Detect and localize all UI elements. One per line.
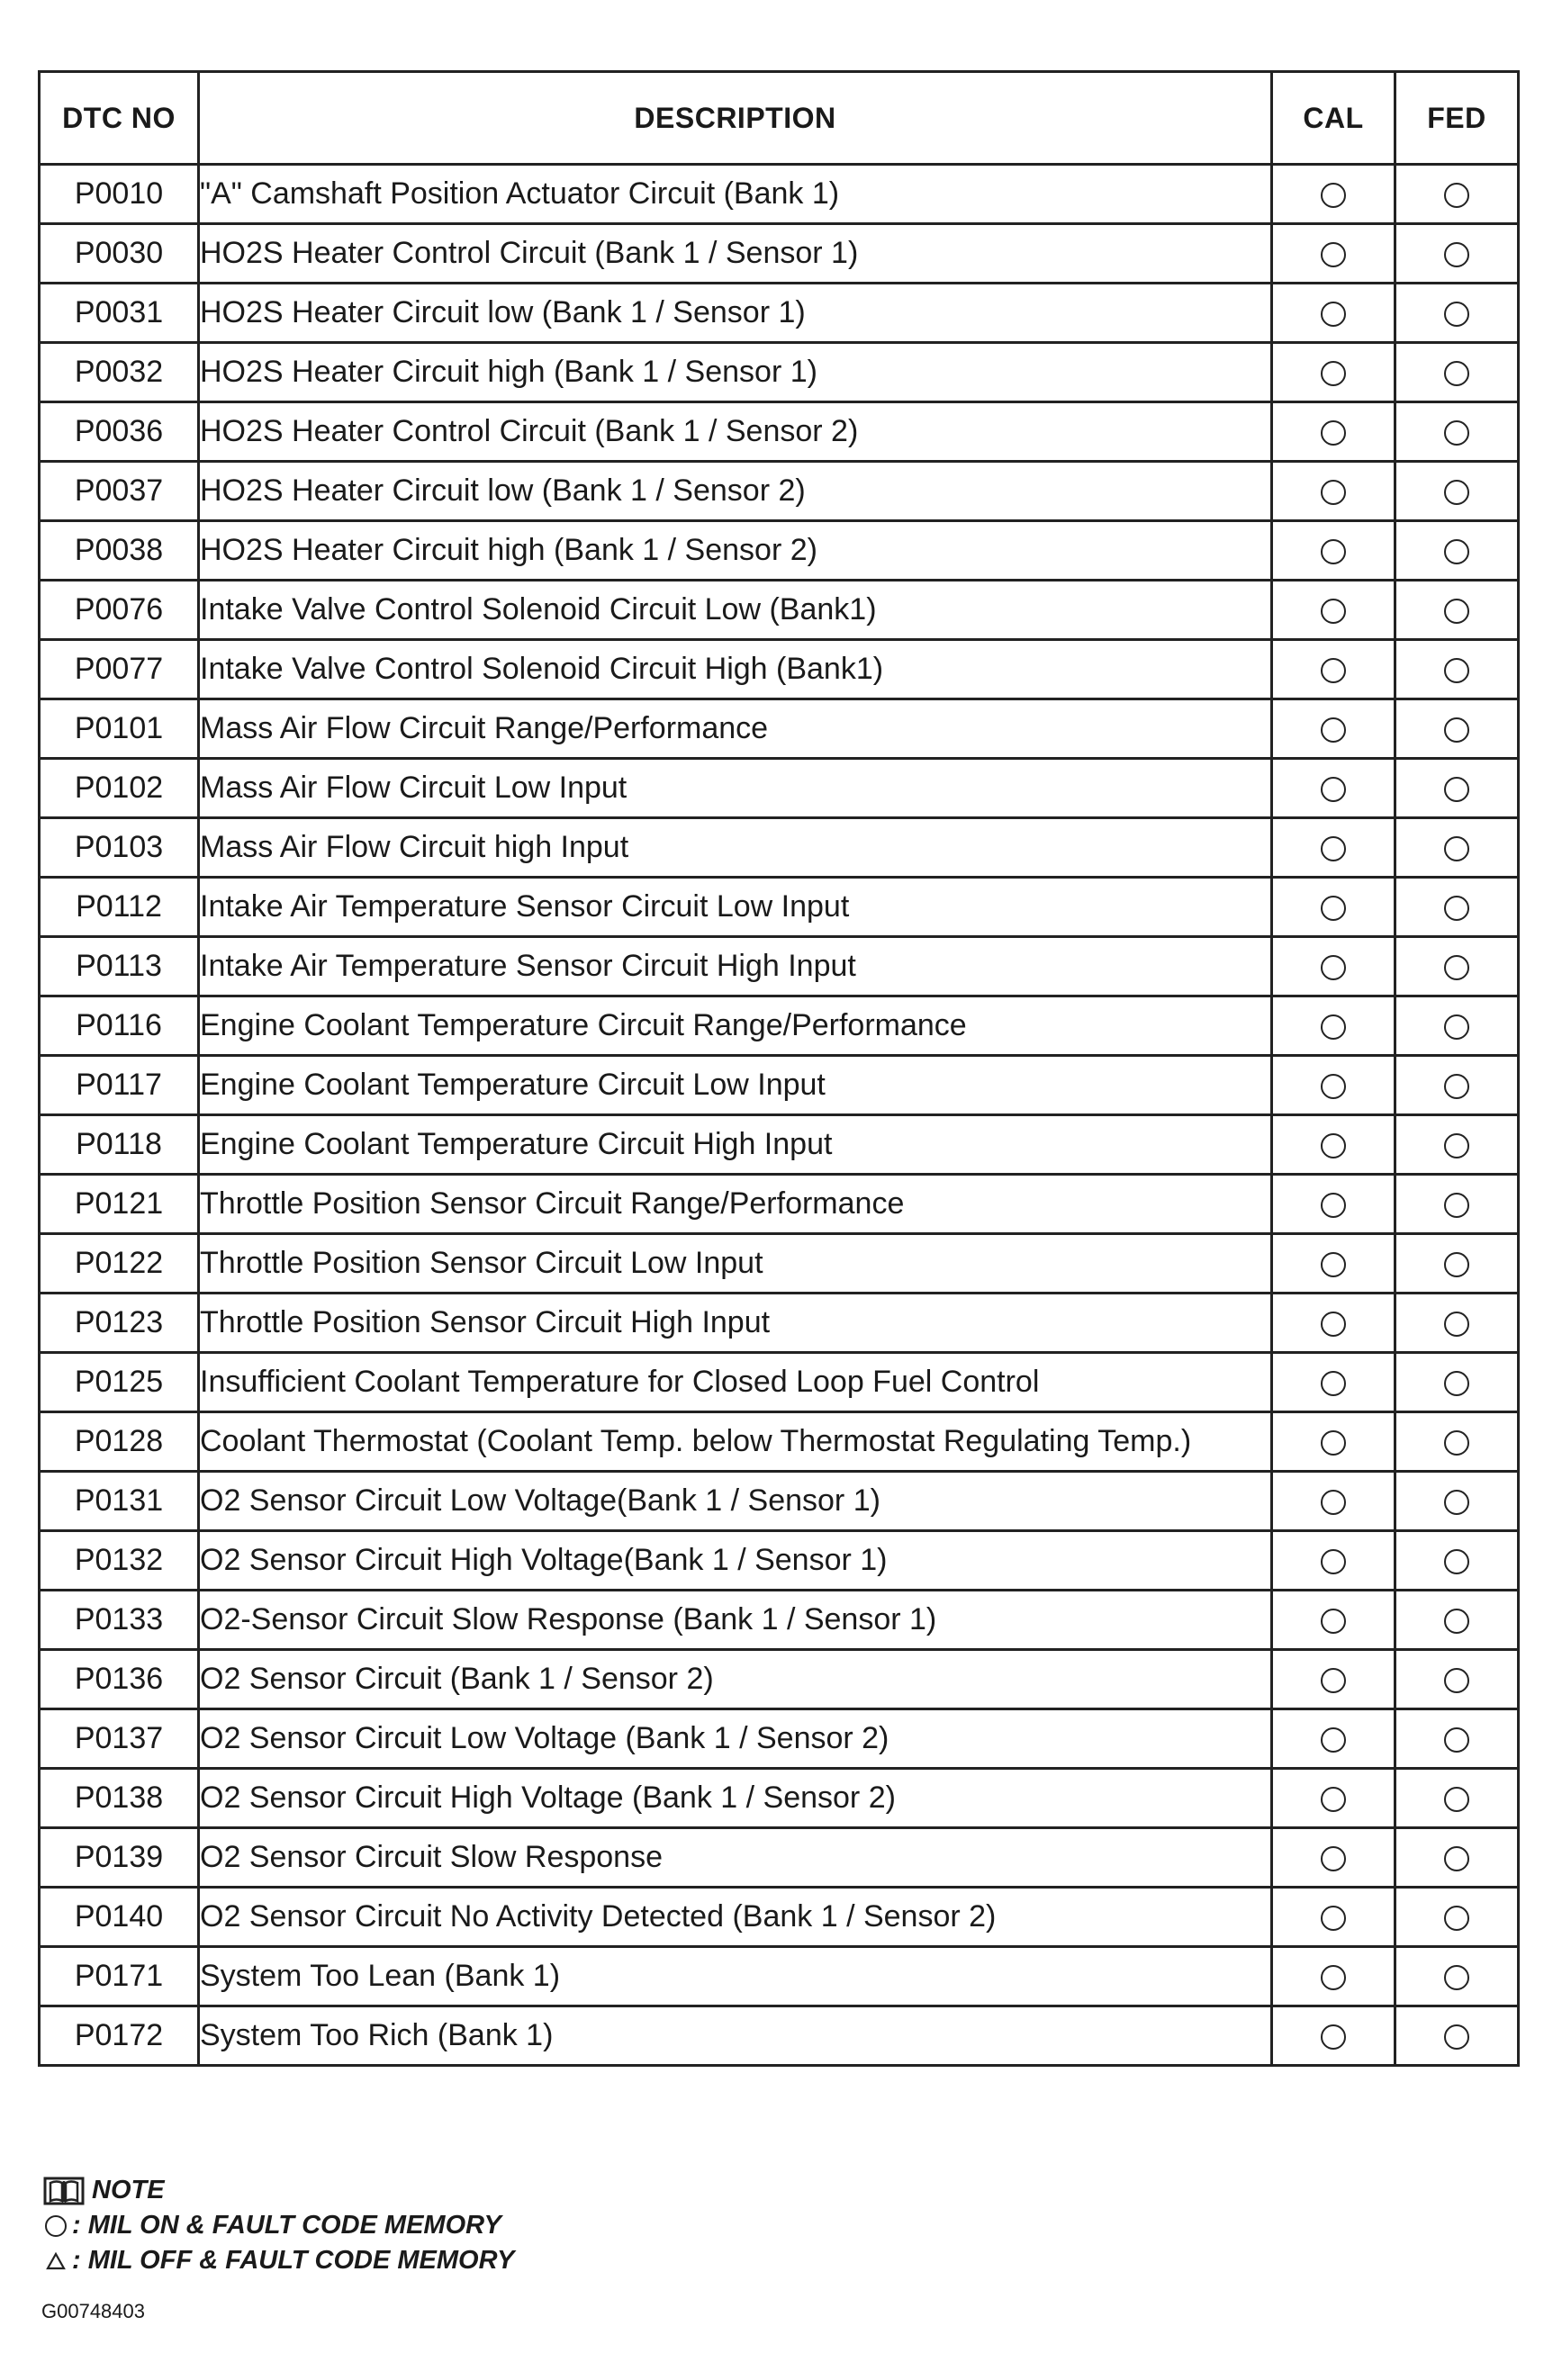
- header-row: [40, 72, 1519, 165]
- dtc-code: P0038: [40, 521, 199, 581]
- dtc-description: Mass Air Flow Circuit Low Input: [199, 759, 1272, 818]
- circle-icon: [1321, 1430, 1346, 1456]
- circle-icon: [1444, 1727, 1469, 1753]
- circle-icon: [1321, 777, 1346, 802]
- circle-icon: [1321, 1371, 1346, 1396]
- circle-icon: [1444, 361, 1469, 386]
- dtc-code: P0077: [40, 640, 199, 699]
- table-row: [40, 1115, 1519, 1175]
- fed-mark-cell: [1395, 1115, 1519, 1175]
- dtc-description: O2 Sensor Circuit No Activity Detected (Bank 1 / Sensor 2): [199, 1888, 1272, 1947]
- fed-mark-cell: [1395, 1888, 1519, 1947]
- dtc-code: P0125: [40, 1353, 199, 1412]
- cal-mark-cell: [1272, 1412, 1395, 1472]
- cal-mark-cell: [1272, 402, 1395, 462]
- dtc-description: Intake Air Temperature Sensor Circuit Low Input: [199, 878, 1272, 937]
- circle-icon: [1321, 1074, 1346, 1099]
- table-row: [40, 521, 1519, 581]
- book-icon: [43, 2176, 85, 2206]
- legend-text: : MIL ON & FAULT CODE MEMORY: [72, 2211, 501, 2240]
- dtc-code: P0121: [40, 1175, 199, 1234]
- dtc-description: O2-Sensor Circuit Slow Response (Bank 1 / Sensor 1): [199, 1591, 1272, 1650]
- cal-mark-cell: [1272, 818, 1395, 878]
- circle-icon: [1321, 361, 1346, 386]
- circle-icon: [1321, 302, 1346, 327]
- circle-icon: [1321, 1252, 1346, 1277]
- legend-text: : MIL OFF & FAULT CODE MEMORY: [72, 2246, 515, 2275]
- table-row: [40, 818, 1519, 878]
- header-cal: CAL: [1272, 72, 1395, 165]
- table-row: [40, 165, 1519, 224]
- circle-icon: [1444, 955, 1469, 980]
- dtc-description: O2 Sensor Circuit Low Voltage (Bank 1 / Sensor 2): [199, 1709, 1272, 1769]
- circle-icon: [1444, 183, 1469, 208]
- circle-icon: [1321, 896, 1346, 921]
- table-row: [40, 1709, 1519, 1769]
- table-row: [40, 224, 1519, 284]
- circle-icon: [1321, 1312, 1346, 1337]
- note-section: [43, 2173, 514, 2278]
- fed-mark-cell: [1395, 1769, 1519, 1828]
- dtc-code: P0140: [40, 1888, 199, 1947]
- table-row: [40, 996, 1519, 1056]
- cal-mark-cell: [1272, 878, 1395, 937]
- circle-icon: [1321, 539, 1346, 564]
- cal-mark-cell: [1272, 1650, 1395, 1709]
- dtc-description: HO2S Heater Circuit high (Bank 1 / Sensor 2): [199, 521, 1272, 581]
- table-row: [40, 937, 1519, 996]
- fed-mark-cell: [1395, 937, 1519, 996]
- fed-mark-cell: [1395, 759, 1519, 818]
- fed-mark-cell: [1395, 1828, 1519, 1888]
- dtc-description: System Too Lean (Bank 1): [199, 1947, 1272, 2006]
- dtc-description: Intake Valve Control Solenoid Circuit Low (Bank1): [199, 581, 1272, 640]
- table-row: [40, 1412, 1519, 1472]
- circle-icon: [1321, 836, 1346, 861]
- circle-icon: [1321, 1727, 1346, 1753]
- dtc-code: P0133: [40, 1591, 199, 1650]
- fed-mark-cell: [1395, 1650, 1519, 1709]
- fed-mark-cell: [1395, 224, 1519, 284]
- dtc-description: O2 Sensor Circuit (Bank 1 / Sensor 2): [199, 1650, 1272, 1709]
- dtc-code: P0131: [40, 1472, 199, 1531]
- dtc-description: Engine Coolant Temperature Circuit High Input: [199, 1115, 1272, 1175]
- fed-mark-cell: [1395, 521, 1519, 581]
- circle-icon: [1321, 1609, 1346, 1634]
- fed-mark-cell: [1395, 996, 1519, 1056]
- fed-mark-cell: [1395, 1294, 1519, 1353]
- dtc-description: Mass Air Flow Circuit high Input: [199, 818, 1272, 878]
- dtc-code: P0037: [40, 462, 199, 521]
- dtc-code: P0122: [40, 1234, 199, 1294]
- dtc-code: P0123: [40, 1294, 199, 1353]
- dtc-code: P0036: [40, 402, 199, 462]
- dtc-code: P0103: [40, 818, 199, 878]
- dtc-code: P0112: [40, 878, 199, 937]
- cal-mark-cell: [1272, 224, 1395, 284]
- circle-icon: [1321, 1549, 1346, 1574]
- fed-mark-cell: [1395, 581, 1519, 640]
- circle-icon: [1444, 1133, 1469, 1158]
- fed-mark-cell: [1395, 1175, 1519, 1234]
- fed-mark-cell: [1395, 1947, 1519, 2006]
- fed-mark-cell: [1395, 1591, 1519, 1650]
- fed-mark-cell: [1395, 640, 1519, 699]
- cal-mark-cell: [1272, 165, 1395, 224]
- header-fed: FED: [1395, 72, 1519, 165]
- fed-mark-cell: [1395, 878, 1519, 937]
- circle-icon: [1444, 539, 1469, 564]
- circle-icon: [1444, 1787, 1469, 1812]
- cal-mark-cell: [1272, 581, 1395, 640]
- dtc-description: HO2S Heater Circuit high (Bank 1 / Sensor 1): [199, 343, 1272, 402]
- circle-icon: [1444, 1668, 1469, 1693]
- cal-mark-cell: [1272, 462, 1395, 521]
- dtc-description: O2 Sensor Circuit Slow Response: [199, 1828, 1272, 1888]
- fed-mark-cell: [1395, 1709, 1519, 1769]
- table-row: [40, 699, 1519, 759]
- circle-icon: [1444, 242, 1469, 267]
- dtc-description: HO2S Heater Control Circuit (Bank 1 / Sensor 2): [199, 402, 1272, 462]
- cal-mark-cell: [1272, 1472, 1395, 1531]
- fed-mark-cell: [1395, 1056, 1519, 1115]
- dtc-code: P0010: [40, 165, 199, 224]
- circle-icon: [1321, 183, 1346, 208]
- circle-icon: [1321, 1490, 1346, 1515]
- table-row: [40, 1769, 1519, 1828]
- circle-icon: [1321, 1193, 1346, 1218]
- circle-icon: [1444, 777, 1469, 802]
- fed-mark-cell: [1395, 343, 1519, 402]
- dtc-description: O2 Sensor Circuit High Voltage (Bank 1 / Sensor 2): [199, 1769, 1272, 1828]
- dtc-description: Intake Valve Control Solenoid Circuit High (Bank1): [199, 640, 1272, 699]
- dtc-description: O2 Sensor Circuit High Voltage(Bank 1 / Sensor 1): [199, 1531, 1272, 1591]
- dtc-code: P0171: [40, 1947, 199, 2006]
- cal-mark-cell: [1272, 759, 1395, 818]
- table-row: [40, 640, 1519, 699]
- table-row: [40, 1353, 1519, 1412]
- fed-mark-cell: [1395, 1353, 1519, 1412]
- fed-mark-cell: [1395, 462, 1519, 521]
- cal-mark-cell: [1272, 343, 1395, 402]
- dtc-code: P0139: [40, 1828, 199, 1888]
- dtc-code: P0128: [40, 1412, 199, 1472]
- table-row: [40, 759, 1519, 818]
- dtc-code: P0113: [40, 937, 199, 996]
- table-row: [40, 1234, 1519, 1294]
- dtc-description: Mass Air Flow Circuit Range/Performance: [199, 699, 1272, 759]
- cal-mark-cell: [1272, 1947, 1395, 2006]
- circle-icon: [1321, 1787, 1346, 1812]
- fed-mark-cell: [1395, 1472, 1519, 1531]
- fed-mark-cell: [1395, 284, 1519, 343]
- circle-icon: [1444, 717, 1469, 743]
- dtc-code: P0118: [40, 1115, 199, 1175]
- table-row: [40, 2006, 1519, 2066]
- fed-mark-cell: [1395, 818, 1519, 878]
- circle-icon: [1321, 1133, 1346, 1158]
- dtc-code: P0031: [40, 284, 199, 343]
- cal-mark-cell: [1272, 1294, 1395, 1353]
- dtc-description: HO2S Heater Circuit low (Bank 1 / Sensor 2): [199, 462, 1272, 521]
- circle-icon: [1444, 1193, 1469, 1218]
- fed-mark-cell: [1395, 1234, 1519, 1294]
- circle-icon: [1444, 1906, 1469, 1931]
- cal-mark-cell: [1272, 937, 1395, 996]
- cal-mark-cell: [1272, 1115, 1395, 1175]
- dtc-description: Coolant Thermostat (Coolant Temp. below Thermostat Regulating Temp.): [199, 1412, 1272, 1472]
- dtc-code: P0032: [40, 343, 199, 402]
- dtc-code: P0136: [40, 1650, 199, 1709]
- legend-item-mil-on: [43, 2208, 514, 2243]
- circle-icon: [1444, 1252, 1469, 1277]
- circle-icon: [1444, 1430, 1469, 1456]
- fed-mark-cell: [1395, 1531, 1519, 1591]
- dtc-description: System Too Rich (Bank 1): [199, 2006, 1272, 2066]
- circle-icon: [1444, 599, 1469, 624]
- circle-icon: [1321, 1846, 1346, 1871]
- table-row: [40, 1947, 1519, 2006]
- circle-icon: [1321, 955, 1346, 980]
- cal-mark-cell: [1272, 1828, 1395, 1888]
- dtc-code: P0138: [40, 1769, 199, 1828]
- cal-mark-cell: [1272, 1769, 1395, 1828]
- circle-icon: [43, 2208, 68, 2243]
- legend-item-mil-off: [43, 2243, 514, 2278]
- circle-icon: [1444, 480, 1469, 505]
- circle-icon: [1444, 1074, 1469, 1099]
- cal-mark-cell: [1272, 1353, 1395, 1412]
- fed-mark-cell: [1395, 699, 1519, 759]
- circle-icon: [1444, 1490, 1469, 1515]
- cal-mark-cell: [1272, 1056, 1395, 1115]
- circle-icon: [1444, 1014, 1469, 1040]
- dtc-description: O2 Sensor Circuit Low Voltage(Bank 1 / Sensor 1): [199, 1472, 1272, 1531]
- circle-icon: [1444, 1846, 1469, 1871]
- table-row: [40, 581, 1519, 640]
- dtc-description: Throttle Position Sensor Circuit Low Input: [199, 1234, 1272, 1294]
- circle-icon: [1444, 896, 1469, 921]
- circle-icon: [1321, 1014, 1346, 1040]
- circle-icon: [1444, 658, 1469, 683]
- dtc-description: Insufficient Coolant Temperature for Closed Loop Fuel Control: [199, 1353, 1272, 1412]
- cal-mark-cell: [1272, 1175, 1395, 1234]
- circle-icon: [1321, 599, 1346, 624]
- table-header: [40, 72, 1519, 165]
- dtc-description: Engine Coolant Temperature Circuit Range/Performance: [199, 996, 1272, 1056]
- cal-mark-cell: [1272, 521, 1395, 581]
- table-row: [40, 1056, 1519, 1115]
- circle-icon: [1321, 420, 1346, 446]
- dtc-description: Throttle Position Sensor Circuit High Input: [199, 1294, 1272, 1353]
- cal-mark-cell: [1272, 1591, 1395, 1650]
- dtc-description: Throttle Position Sensor Circuit Range/Performance: [199, 1175, 1272, 1234]
- figure-id: G00748403: [41, 2300, 145, 2322]
- circle-icon: [1444, 1371, 1469, 1396]
- circle-icon: [1444, 420, 1469, 446]
- dtc-code: P0030: [40, 224, 199, 284]
- table-row: [40, 1888, 1519, 1947]
- cal-mark-cell: [1272, 284, 1395, 343]
- table-row: [40, 343, 1519, 402]
- dtc-code: P0132: [40, 1531, 199, 1591]
- cal-mark-cell: [1272, 1234, 1395, 1294]
- cal-mark-cell: [1272, 640, 1395, 699]
- dtc-code: P0116: [40, 996, 199, 1056]
- fed-mark-cell: [1395, 165, 1519, 224]
- circle-icon: [1321, 2024, 1346, 2050]
- dtc-description: "A" Camshaft Position Actuator Circuit (Bank 1): [199, 165, 1272, 224]
- cal-mark-cell: [1272, 2006, 1395, 2066]
- circle-icon: [1321, 480, 1346, 505]
- table-row: [40, 878, 1519, 937]
- circle-icon: [1444, 1965, 1469, 1990]
- table-row: [40, 402, 1519, 462]
- table-row: [40, 1472, 1519, 1531]
- table-row: [40, 284, 1519, 343]
- dtc-code: P0101: [40, 699, 199, 759]
- cal-mark-cell: [1272, 1709, 1395, 1769]
- dtc-code: P0172: [40, 2006, 199, 2066]
- cal-mark-cell: [1272, 1531, 1395, 1591]
- dtc-description: Engine Coolant Temperature Circuit Low Input: [199, 1056, 1272, 1115]
- fed-mark-cell: [1395, 1412, 1519, 1472]
- cal-mark-cell: [1272, 996, 1395, 1056]
- circle-icon: [1444, 1609, 1469, 1634]
- table-row: [40, 1531, 1519, 1591]
- table-row: [40, 462, 1519, 521]
- dtc-code: P0137: [40, 1709, 199, 1769]
- dtc-table: [38, 70, 1520, 2067]
- dtc-code: P0117: [40, 1056, 199, 1115]
- cal-mark-cell: [1272, 1888, 1395, 1947]
- header-dtc-no: DTC NO: [40, 72, 199, 165]
- circle-icon: [1444, 302, 1469, 327]
- circle-icon: [1444, 2024, 1469, 2050]
- table-row: [40, 1175, 1519, 1234]
- table-row: [40, 1294, 1519, 1353]
- table-row: [40, 1650, 1519, 1709]
- circle-icon: [1444, 1549, 1469, 1574]
- dtc-code: P0102: [40, 759, 199, 818]
- cal-mark-cell: [1272, 699, 1395, 759]
- dtc-code: P0076: [40, 581, 199, 640]
- header-description: DESCRIPTION: [199, 72, 1272, 165]
- dtc-description: HO2S Heater Circuit low (Bank 1 / Sensor 1): [199, 284, 1272, 343]
- dtc-description: HO2S Heater Control Circuit (Bank 1 / Sensor 1): [199, 224, 1272, 284]
- table-row: [40, 1828, 1519, 1888]
- circle-icon: [1321, 242, 1346, 267]
- circle-icon: [1444, 1312, 1469, 1337]
- note-header: [43, 2173, 514, 2208]
- fed-mark-cell: [1395, 402, 1519, 462]
- circle-icon: [1321, 1965, 1346, 1990]
- triangle-icon: [43, 2243, 68, 2278]
- circle-icon: [1321, 1668, 1346, 1693]
- circle-icon: [1321, 658, 1346, 683]
- note-title: NOTE: [92, 2176, 165, 2204]
- circle-icon: [1321, 1906, 1346, 1931]
- table-row: [40, 1591, 1519, 1650]
- fed-mark-cell: [1395, 2006, 1519, 2066]
- table-body: [40, 165, 1519, 2066]
- circle-icon: [1444, 836, 1469, 861]
- circle-icon: [1321, 717, 1346, 743]
- dtc-description: Intake Air Temperature Sensor Circuit High Input: [199, 937, 1272, 996]
